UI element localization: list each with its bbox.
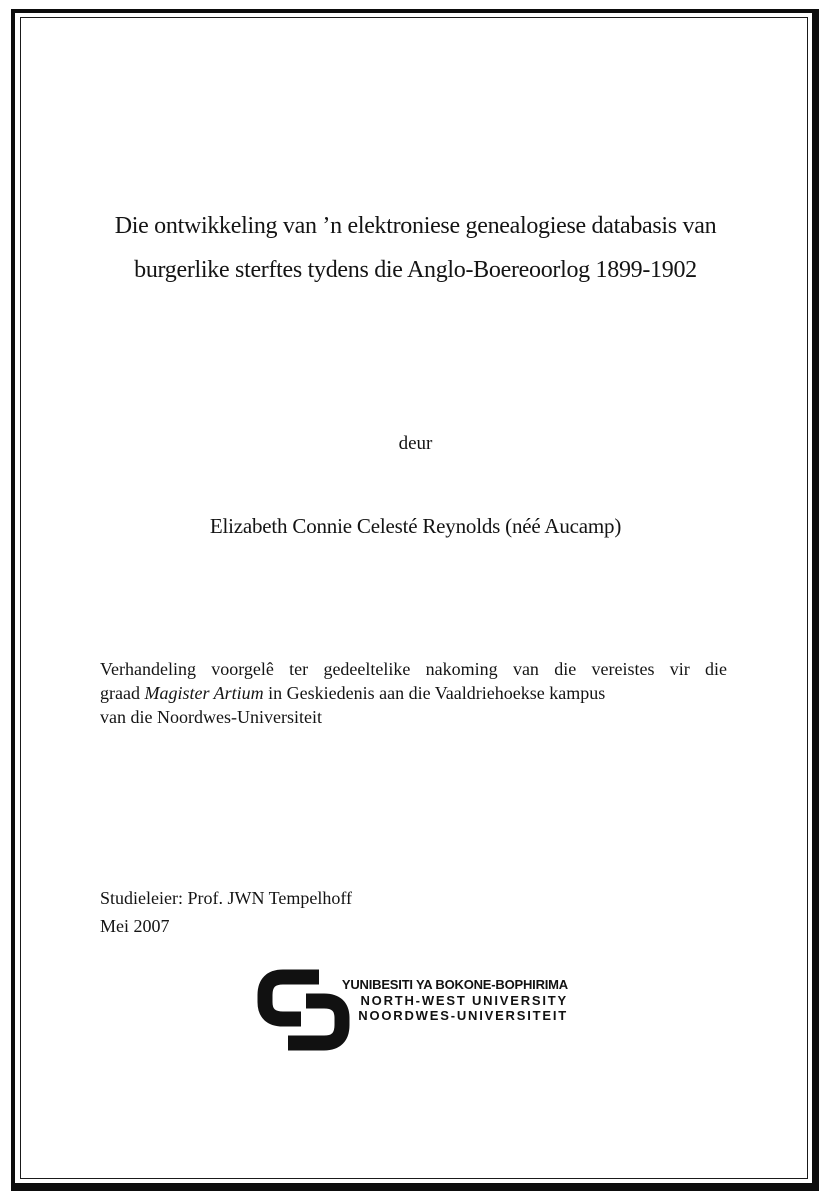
byline-deur: deur	[398, 433, 433, 454]
logo-text-afrikaans: NOORDWES-UNIVERSITEIT	[358, 1008, 568, 1023]
statement-line2-prefix: graad	[100, 683, 145, 703]
submission-statement	[100, 657, 727, 729]
supervisor-line: Studieleier: Prof. JWN Tempelhoff	[100, 888, 353, 908]
thesis-title-line2: burgerlike sterftes tydens die Anglo-Boereoorlog 1899-1902	[134, 257, 697, 283]
submission-statement-line2	[100, 681, 727, 705]
degree-name-italic: Magister Artium	[144, 683, 264, 703]
logo-text-english: NORTH-WEST UNIVERSITY	[360, 992, 568, 1008]
statement-line2-suffix: in Geskiedenis aan die Vaaldriehoekse kampus	[263, 683, 606, 703]
author-name: Elizabeth Connie Celesté Reynolds (néé Aucamp)	[209, 514, 622, 538]
logo-text-setswana: YUNIBESITI YA BOKONE-BOPHIRIMA	[341, 977, 568, 992]
date-line: Mei 2007	[100, 916, 170, 936]
thesis-title	[40, 204, 791, 292]
university-logo-text	[318, 977, 568, 1024]
thesis-title-line1: Die ontwikkeling van ’n elektroniese genealogiese databasis van	[114, 213, 717, 239]
submission-statement-line1: Verhandeling voorgelê ter gedeeltelike nakoming van die vereistes vir die	[100, 659, 727, 679]
submission-statement-line3: van die Noordwes-Universiteit	[100, 707, 322, 727]
supervisor-block	[100, 884, 352, 940]
